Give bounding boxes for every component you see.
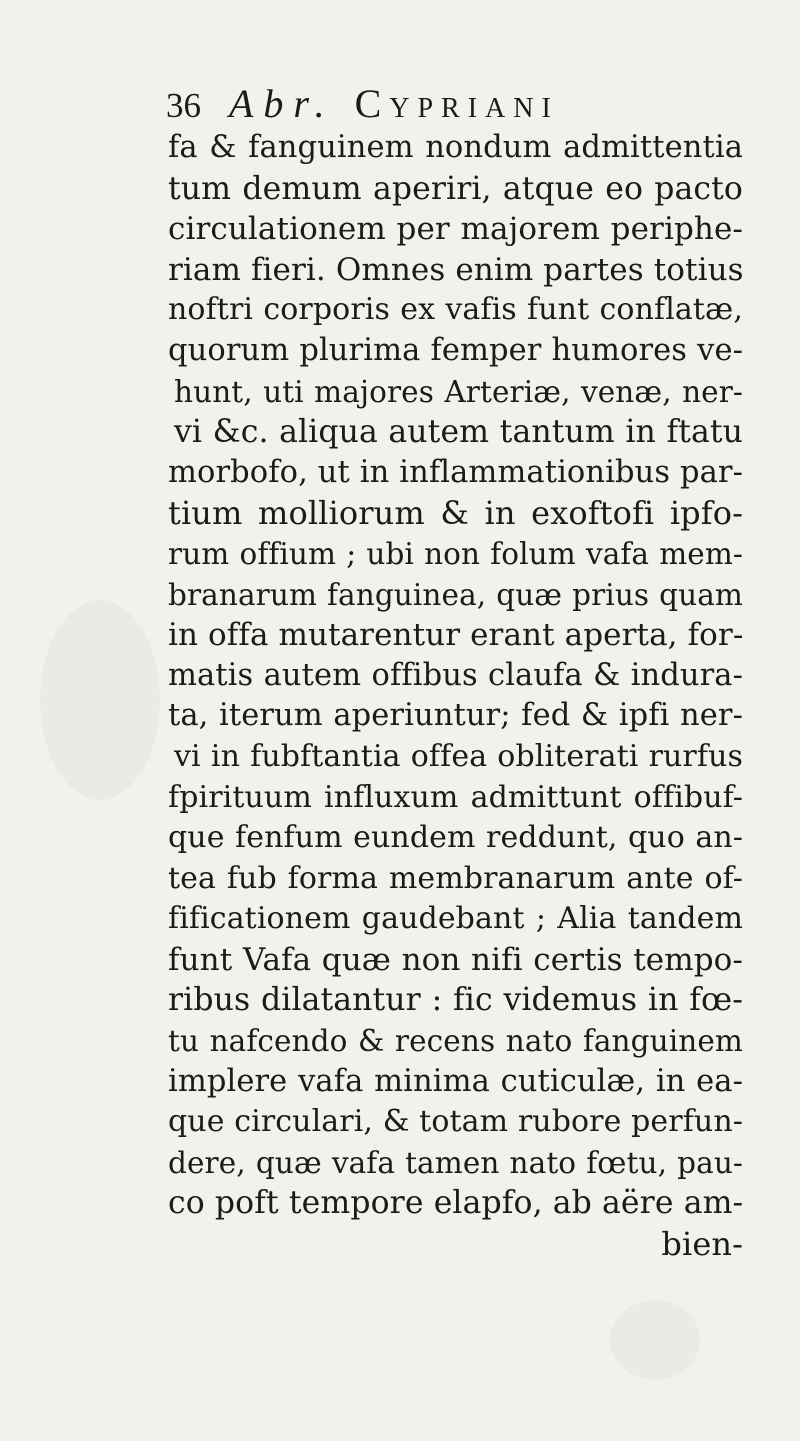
paper-stain xyxy=(40,600,160,800)
body-text xyxy=(168,128,743,1265)
text-line: matis autem offibus claufa & indura- xyxy=(168,657,743,693)
text-line: hunt, uti majores Arteriæ, venæ, ner- xyxy=(174,374,743,409)
text-line: ribus dilatantur : fic videmus in fœ- xyxy=(168,982,743,1019)
text-line: implere vafa minima cuticulæ, in ea- xyxy=(168,1063,743,1099)
text-line: tea fub forma membranarum ante of- xyxy=(168,860,743,896)
catchword: bien- xyxy=(661,1225,743,1264)
text-line: tu nafcendo & recens nato fanguinem xyxy=(168,1024,743,1059)
running-head-name: Cypriani xyxy=(354,81,559,126)
text-line: noftri corporis ex vafis funt conflatæ, xyxy=(168,292,743,328)
text-line: quorum plurima femper humores ve- xyxy=(168,332,743,368)
text-line: in offa mutarentur erant aperta, for- xyxy=(168,617,744,654)
text-line: rum offium ; ubi non folum vafa mem- xyxy=(168,536,743,571)
text-line: que circulari, & totam rubore perfun- xyxy=(168,1104,743,1140)
paper-stain xyxy=(610,1300,700,1380)
text-line: tium molliorum & in exoftofi ipfo- xyxy=(168,494,743,533)
page-number: 36 xyxy=(166,86,201,125)
text-line: tum demum aperiri, atque eo pacto xyxy=(168,170,743,207)
text-line: funt Vafa quæ non nifi certis tempo- xyxy=(168,941,743,978)
text-line: vi &c. aliqua autem tantum in ftatu xyxy=(174,414,743,451)
text-line: co poft tempore elapfo, ab aëre am- xyxy=(168,1185,744,1222)
text-line: ta, iterum aperiuntur; fed & ipfi ner- xyxy=(168,698,743,734)
text-line: vi in fubftantia offea obliterati rurfus xyxy=(174,738,743,774)
page-header xyxy=(166,80,726,134)
text-line: fificationem gaudebant ; Alia tandem xyxy=(168,901,743,937)
text-line: dere, quæ vafa tamen nato fœtu, pau- xyxy=(168,1145,743,1180)
text-line: circulationem per majorem periphe- xyxy=(168,211,743,248)
text-line: que fenfum eundem reddunt, quo an- xyxy=(168,820,743,856)
text-line: fpirituum influxum admittunt offibuf- xyxy=(168,779,743,815)
running-head-prefix: Abr. xyxy=(229,81,335,126)
text-line: morbofo, ut in inflammationibus par- xyxy=(168,454,743,490)
text-line: branarum fanguinea, quæ prius quam xyxy=(168,577,743,612)
text-line: riam fieri. Omnes enim partes totius xyxy=(168,251,744,288)
running-head xyxy=(229,80,559,127)
text-line: fa & fanguinem nondum admittentia xyxy=(168,130,743,165)
